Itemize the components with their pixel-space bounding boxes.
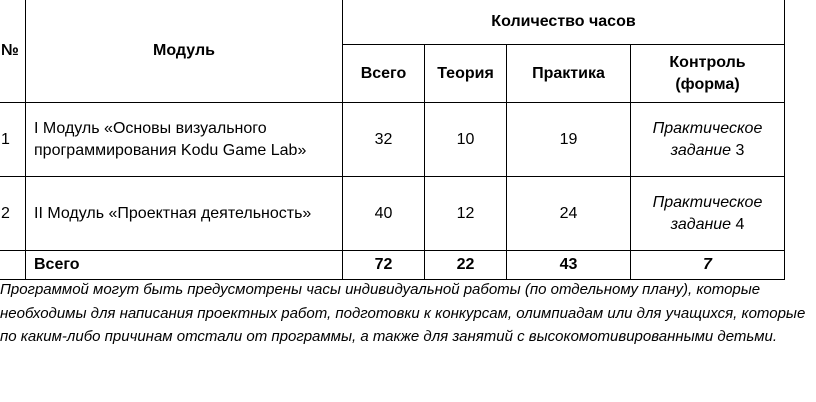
totals-practice: 43 <box>507 251 631 280</box>
row-number: 1 <box>0 103 26 177</box>
header-total: Всего <box>343 45 425 103</box>
totals-blank <box>0 251 26 280</box>
header-control: Контроль (форма) <box>631 45 785 103</box>
footnote: Программой могут быть предусмотрены часы индивидуальной работы (по отдельному плану), которые необходимы для написания проектных работ, подготовки к конкурсам, олимпиадам или для учащихся, которые по каким-либо причинам отстали от программы, а также для занятий с высокомотивированными детьми. <box>0 281 806 345</box>
row-practice: 19 <box>507 103 631 177</box>
header-number: № <box>0 0 26 103</box>
row-control-form: Практическое задание <box>652 193 763 233</box>
row-practice: 24 <box>507 177 631 251</box>
row-module: II Модуль «Проектная деятельность» <box>26 177 343 251</box>
row-control <box>631 103 785 177</box>
header-theory: Теория <box>425 45 507 103</box>
totals-theory: 22 <box>425 251 507 280</box>
header-practice: Практика <box>507 45 631 103</box>
row-theory: 10 <box>425 103 507 177</box>
table-row <box>0 177 785 251</box>
totals-row <box>0 251 785 280</box>
header-hours-group: Количество часов <box>343 0 785 45</box>
row-control <box>631 177 785 251</box>
row-control-hours: 3 <box>735 141 745 159</box>
totals-label: Всего <box>26 251 343 280</box>
row-control-hours: 4 <box>735 215 745 233</box>
row-total: 40 <box>343 177 425 251</box>
totals-control: 7 <box>631 251 785 280</box>
row-total: 32 <box>343 103 425 177</box>
header-module: Модуль <box>26 0 343 103</box>
row-theory: 12 <box>425 177 507 251</box>
row-control-form: Практическое задание <box>652 119 763 159</box>
table-row <box>0 103 785 177</box>
totals-total: 72 <box>343 251 425 280</box>
row-module: I Модуль «Основы визуального программирования Kodu Game Lab» <box>26 103 343 177</box>
row-number: 2 <box>0 177 26 251</box>
